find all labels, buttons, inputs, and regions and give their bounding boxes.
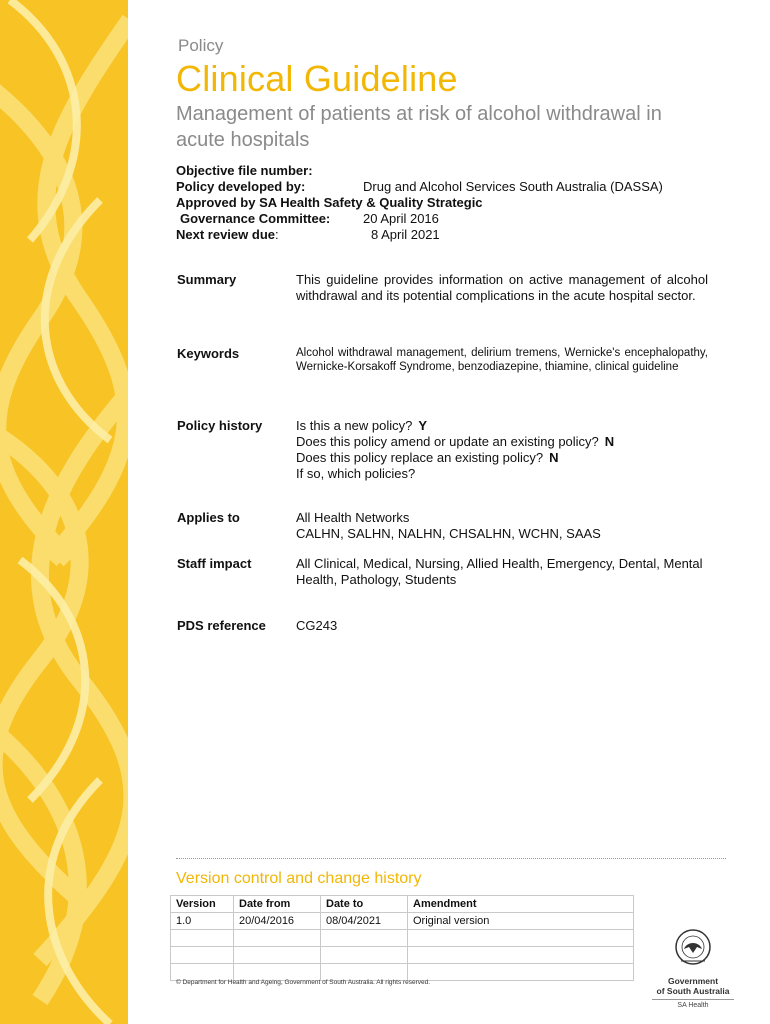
keywords-label: Keywords [177, 346, 240, 361]
table-cell [321, 964, 408, 981]
approved-by-label: Approved by SA Health Safety & Quality Strategic [176, 195, 483, 210]
history-a1: Y [418, 418, 428, 433]
table-cell [321, 947, 408, 964]
history-q2-text: Does this policy amend or update an existing policy? [296, 434, 599, 449]
history-a3: N [549, 450, 559, 465]
table-cell [408, 947, 634, 964]
applies-to-line2: CALHN, SALHN, NALHN, CHSALHN, WCHN, SAAS [296, 526, 601, 541]
policy-label: Policy [178, 36, 224, 55]
version-control-heading: Version control and change history [176, 870, 422, 887]
table-cell: 08/04/2021 [321, 913, 408, 930]
history-q1 [296, 418, 708, 434]
policy-history-label: Policy history [177, 418, 263, 433]
pds-reference-value: CG243 [296, 618, 338, 633]
table-cell [171, 930, 234, 947]
pds-reference-label: PDS reference [177, 618, 266, 633]
summary-label: Summary [177, 272, 237, 287]
policy-history-value [296, 418, 708, 482]
table-cell [408, 964, 634, 981]
table-cell [408, 930, 634, 947]
governance-row [176, 211, 716, 227]
decorative-swirl-pattern [0, 0, 128, 1024]
staff-impact-value: All Clinical, Medical, Nursing, Allied Health, Emergency, Dental, Mental Health, Pathology, Students [296, 556, 703, 587]
review-label: Next review due [176, 227, 275, 242]
document-subtitle: Management of patients at risk of alcohol withdrawal in acute hospitals [176, 103, 662, 151]
review-colon: : [275, 227, 279, 242]
table-cell: Original version [408, 913, 634, 930]
review-row [176, 227, 716, 243]
objective-file-row [176, 163, 716, 179]
document-metadata [176, 163, 716, 243]
table-row [171, 930, 634, 947]
history-q3 [296, 450, 708, 466]
sa-government-logo [652, 927, 734, 1009]
table-cell: 20/04/2016 [234, 913, 321, 930]
objective-file-label: Objective file number: [176, 163, 313, 178]
table-row [171, 913, 634, 930]
developed-by-row [176, 179, 716, 195]
table-cell: 1.0 [171, 913, 234, 930]
table-cell [171, 947, 234, 964]
review-date: 8 April 2021 [371, 227, 440, 242]
governance-date: 20 April 2016 [363, 211, 439, 226]
staff-impact-label: Staff impact [177, 556, 252, 571]
table-row [171, 964, 634, 981]
section-divider [176, 858, 726, 859]
history-a2: N [604, 434, 615, 449]
table-cell [234, 964, 321, 981]
table-cell [234, 947, 321, 964]
table-row [171, 947, 634, 964]
developed-by-value: Drug and Alcohol Services South Australia (DASSA) [363, 179, 663, 194]
developed-by-label: Policy developed by: [176, 179, 306, 194]
table-header-row [171, 896, 634, 913]
copyright-notice: © Department for Health and Ageing, Government of South Australia. All rights reserved. [176, 979, 431, 986]
applies-to-line1: All Health Networks [296, 510, 410, 525]
column-header-date-to: Date to [321, 896, 408, 913]
table-cell [321, 930, 408, 947]
decorative-yellow-band [0, 0, 128, 1024]
keywords-value: Alcohol withdrawal management, delirium tremens, Wernicke's encephalopathy, Wernicke-Korsakoff Syndrome, benzodiazepine, thiamine, clinical guideline [296, 347, 708, 373]
column-header-version: Version [171, 896, 234, 913]
table-cell [234, 930, 321, 947]
logo-sa-health-text: SA Health [652, 999, 734, 1009]
table-cell [171, 964, 234, 981]
applies-to-value [296, 510, 708, 542]
history-q4: If so, which policies? [296, 466, 416, 481]
approved-by-row [176, 195, 716, 211]
governance-label: Governance Committee: [180, 211, 331, 226]
history-q3-text: Does this policy replace an existing policy? [296, 450, 544, 465]
history-q2 [296, 434, 708, 450]
applies-to-label: Applies to [177, 510, 240, 525]
document-title: Clinical Guideline [176, 58, 458, 99]
state-badge-icon [673, 927, 713, 971]
summary-value: This guideline provides information on active management of alcohol withdrawal and its potential complications in the acute hospital sector. [296, 272, 708, 303]
history-q1-text: Is this a new policy? [296, 418, 413, 433]
logo-state-text: of South Australia [656, 986, 730, 996]
column-header-date-from: Date from [234, 896, 321, 913]
column-header-amendment: Amendment [408, 896, 634, 913]
version-control-table [170, 895, 634, 981]
logo-government-text: Government [667, 976, 719, 986]
